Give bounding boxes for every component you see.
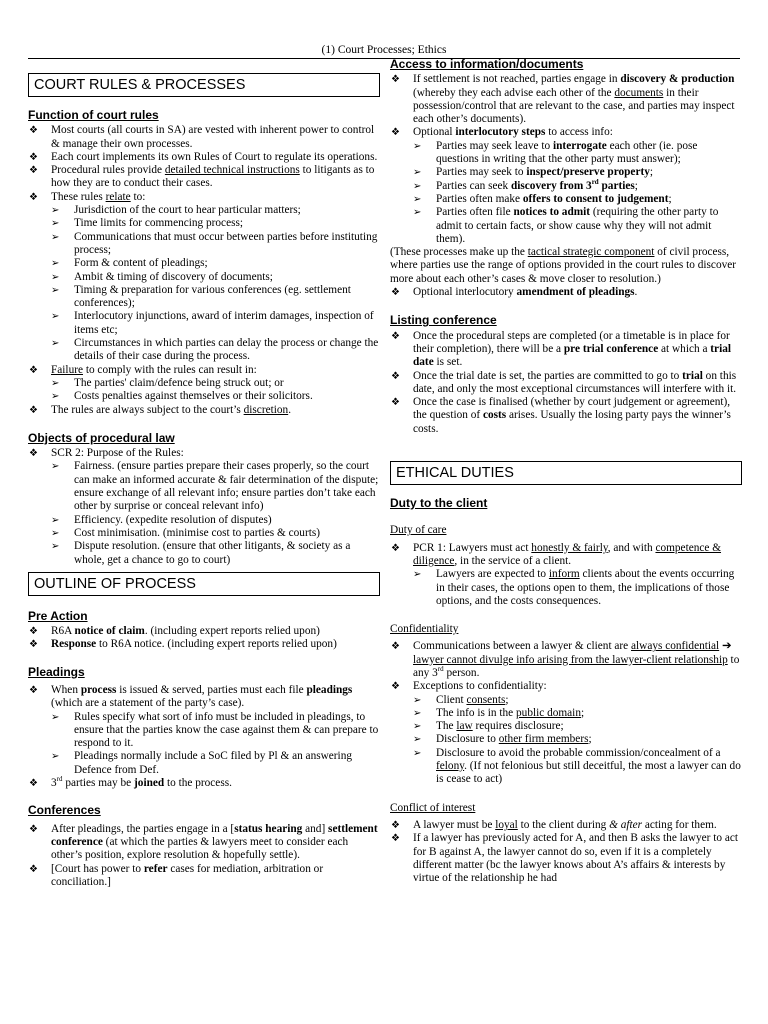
list-item: ❖ PCR 1: Lawyers must act honestly & fairly, and with competence & diligence, in the service of a client. [390,542,742,569]
page-header: (1) Court Processes; Ethics [321,44,447,56]
arrow-icon: ➔ [719,640,732,653]
list-item: ➢ Rules specify what sort of info must be included in pleadings, to ensure that the parties know the case against them & can prepare to respond to it. [28,711,380,751]
section-title-ethical-duties: ETHICAL DUTIES [390,461,742,485]
list-item: ❖ Exceptions to confidentiality: [390,680,742,693]
list-item: ➢ Timing & preparation for various conferences (eg. settlement conferences); [28,284,380,311]
tactical-paragraph: (These processes make up the tactical strategic component of civil process, where parties use the range of options provided in the court rules to discover more about each other’s cases & move closer to resolution.) [390,246,737,285]
list-item: ➢ Form & content of pleadings; [28,257,380,270]
list-item: ❖ Each court implements its own Rules of Court to regulate its operations. [28,151,380,164]
objects-list [28,447,380,567]
access-list [390,73,742,246]
list-item: ➢ The parties' claim/defence being struck out; or [28,377,380,390]
heading-pre-action: Pre Action [28,608,88,623]
list-item: ➢ Client consents; [390,694,742,707]
subheading-confidentiality: Confidentiality [390,623,459,636]
list-item: ❖ Optional interlocutory steps to access info: [390,126,742,139]
heading-objects-of-procedural-law: Objects of procedural law [28,430,175,445]
list-item: ❖ If a lawyer has previously acted for A, and then B asks the lawyer to act for B against A, the lawyer cannot do so, even if it is a completely different matter (bc the lawyer knows about A’s affairs & interests by virtue of the relationship he had [390,832,742,885]
access-list-2 [390,286,742,299]
list-item: ➢ Pleadings normally include a SoC filed by Pl & an answering Defence from Def. [28,750,380,777]
list-item: ❖ Once the case is finalised (whether by court judgement or agreement), the question of costs arises. Usually the losing party pays the winner’s costs. [390,396,742,436]
conferences-list [28,823,380,889]
list-item: ❖ R6A notice of claim. (including expert reports relied upon) [28,625,380,638]
list-item: ➢ Parties often make offers to consent to judgement; [390,193,742,206]
right-column [390,57,742,885]
conflict-list [390,819,742,885]
list-item: ❖ Optional interlocutory amendment of pleadings. [390,286,742,299]
list-item: ❖ Response to R6A notice. (including expert reports relied upon) [28,638,380,651]
list-item: ➢ Parties can seek discovery from 3rd parties; [390,180,742,193]
list-item: ❖ Once the trial date is set, the parties are committed to go to trial on this date, and only the most exceptional circumstances will interfere with it. [390,370,742,397]
list-item: ❖ These rules relate to: [28,191,380,204]
heading-function-of-court-rules: Function of court rules [28,108,159,122]
heading-pleadings: Pleadings [28,664,85,679]
list-item: ➢ Parties often file notices to admit (requiring the other party to admit to certain facts, or show cause why they will not admit them). [390,206,742,246]
left-column [28,60,380,889]
list-item: ❖ SCR 2: Purpose of the Rules: [28,447,380,460]
list-item: ➢ Fairness. (ensure parties prepare their cases properly, so the court can make an informed accurate & fair determination of the dispute; ensure exchange of all relevant info; ensure parties don’t take each other by surprise or conceal relevant info) [28,460,380,513]
confidentiality-list [390,640,742,786]
list-item: ➢ Disclosure to avoid the probable commission/concealment of a felony. (If not felonious but still deceitful, the most a lawyer can do is cease to act) [390,747,742,787]
list-item: ➢ Jurisdiction of the court to hear particular matters; [28,204,380,217]
heading-access-to-information: Access to information/documents [390,57,584,71]
list-item: ➢ Disclosure to other firm members; [390,733,742,746]
section-title-outline: OUTLINE OF PROCESS [28,572,380,596]
list-item: ➢ Cost minimisation. (minimise cost to parties & courts) [28,527,380,540]
pleadings-list [28,684,380,790]
list-item: ❖ A lawyer must be loyal to the client during & after acting for them. [390,819,742,832]
list-item: ➢ Lawyers are expected to inform clients about the events occurring in their cases, the options open to them, the implications of those options, and the costs consequences. [390,568,742,608]
list-item: ❖ After pleadings, the parties engage in a [status hearing and] settlement conference (at which the parties & lawyers meet to consider each other’s position, explore resolution & hopefully settle). [28,823,380,863]
list-item: ❖ When process is issued & served, parties must each file pleadings (which are a statement of the party’s case). [28,684,380,711]
list-item: ❖ Communications between a lawyer & client are always confidential ➔ lawyer cannot divulge info arising from the lawyer-client relationship to any 3rd person. [390,640,742,680]
list-item: ➢ Costs penalties against themselves or their solicitors. [28,390,380,403]
list-item: ❖ [Court has power to refer cases for mediation, arbitration or conciliation.] [28,863,380,890]
list-item: ❖ Once the procedural steps are completed (or a timetable is in place for their completion), there will be a pre trial conference at which a trial date is set. [390,330,742,370]
list-item: ➢ Dispute resolution. (ensure that other litigants, & society as a whole, get a chance to go to court) [28,540,380,567]
pre-action-list [28,625,380,652]
duty-of-care-list [390,542,742,608]
list-item: ➢ Parties may seek leave to interrogate each other (ie. pose questions in writing that the other party must answer); [390,140,742,167]
function-list [28,124,380,417]
heading-conferences: Conferences [28,803,101,818]
list-item: ❖ Most courts (all courts in SA) are vested with inherent power to control & manage their own processes. [28,124,380,151]
list-item: ➢ Time limits for commencing process; [28,217,380,230]
list-item: ❖ Failure to comply with the rules can result in: [28,364,380,377]
list-item: ➢ Parties may seek to inspect/preserve property; [390,166,742,179]
list-item: ➢ Ambit & timing of discovery of documents; [28,271,380,284]
list-item: ➢ The info is in the public domain; [390,707,742,720]
listing-list [390,330,742,436]
list-item: ❖ If settlement is not reached, parties engage in discovery & production (whereby they each advise each other of the documents in their possession/control that are relevant to the case, and parties may inspect each other’s documents). [390,73,742,126]
list-item: ❖ Procedural rules provide detailed technical instructions to litigants as to how they are to conduct their cases. [28,164,380,191]
list-item: ➢ Efficiency. (expedite resolution of disputes) [28,514,380,527]
subheading-duty-of-care: Duty of care [390,524,447,537]
heading-duty-to-client: Duty to the client [390,496,488,511]
list-item: ➢ The law requires disclosure; [390,720,742,733]
list-item: ➢ Communications that must occur between parties before instituting process; [28,231,380,258]
list-item: ❖ The rules are always subject to the court’s discretion. [28,404,380,417]
list-item: ❖ 3rd parties may be joined to the process. [28,777,380,790]
list-item: ➢ Circumstances in which parties can delay the process or change the details of their case during the process. [28,337,380,364]
heading-listing-conference: Listing conference [390,313,497,328]
subheading-conflict-of-interest: Conflict of interest [390,801,476,814]
list-item: ➢ Interlocutory injunctions, award of interim damages, inspection of items etc; [28,310,380,337]
section-title-court-rules: COURT RULES & PROCESSES [28,73,380,97]
